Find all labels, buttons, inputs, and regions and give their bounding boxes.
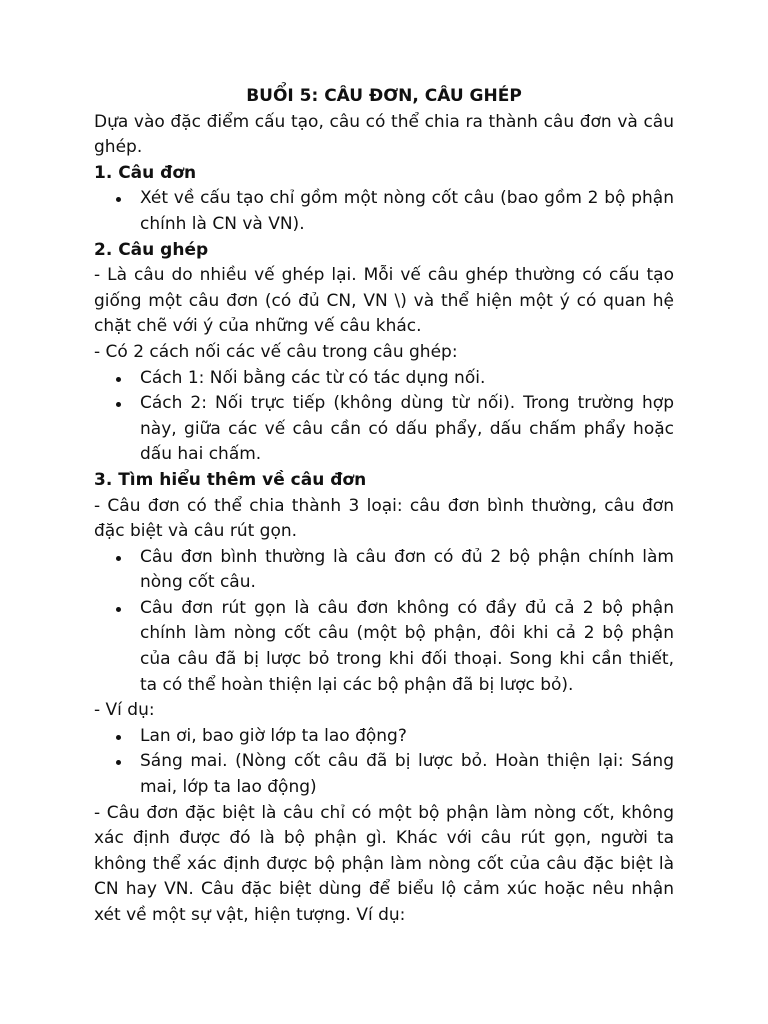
section-1-heading: 1. Câu đơn [94, 162, 197, 183]
list-item: Sáng mai. (Nòng cốt câu đã bị lược bỏ. Hoàn thiện lại: Sáng mai, lớp ta lao động) [140, 749, 674, 800]
list-item: Lan ơi, bao giờ lớp ta lao động? [140, 724, 674, 750]
section-3-heading: 3. Tìm hiểu thêm về câu đơn [94, 469, 367, 490]
list-item: Câu đơn rút gọn là câu đơn không có đầy đủ cả 2 bộ phận chính làm nòng cốt câu (một bộ phận, đôi khi cả 2 bộ phận của câu đã bị lược bỏ trong khi đối thoại. Song khi cần thiết, ta có thể hoàn thiện lại các bộ phận đã bị lược bỏ). [140, 596, 674, 698]
example-label: - Ví dụ: [94, 700, 155, 721]
example-list [94, 724, 674, 801]
section-2-list [94, 366, 674, 468]
section-3-paragraph-2: - Câu đơn đặc biệt là câu chỉ có một bộ phận làm nòng cốt, không xác định được đó là bộ phận gì. Khác với câu rút gọn, người ta không thể xác định được bộ phận làm nòng cốt của câu đặc biệt là CN hay VN. Câu đặc biệt dùng để biểu lộ cảm xúc hoặc nêu nhận xét về một sự vật, hiện tượng. Ví dụ: [94, 802, 674, 925]
list-item: Cách 1: Nối bằng các từ có tác dụng nối. [140, 366, 674, 392]
list-item: Câu đơn bình thường là câu đơn có đủ 2 bộ phận chính làm nòng cốt câu. [140, 545, 674, 596]
list-item: Xét về cấu tạo chỉ gồm một nòng cốt câu (bao gồm 2 bộ phận chính là CN và VN). [140, 186, 674, 237]
section-2-heading: 2. Câu ghép [94, 239, 209, 260]
section-1-list [94, 186, 674, 237]
document-page [94, 84, 674, 929]
section-2-paragraph-1: - Là câu do nhiều vế ghép lại. Mỗi vế câu ghép thường có cấu tạo giống một câu đơn (có đủ CN, VN \) và thể hiện một ý có quan hệ chặt chẽ với ý của những vế câu khác. [94, 265, 674, 337]
section-3-paragraph-1: - Câu đơn có thể chia thành 3 loại: câu đơn bình thường, câu đơn đặc biệt và câu rút gọn. [94, 495, 674, 542]
section-2-paragraph-2: - Có 2 cách nối các vế câu trong câu ghép: [94, 341, 458, 362]
document-title: BUỔI 5: CÂU ĐƠN, CÂU GHÉP [246, 86, 522, 106]
intro-paragraph: Dựa vào đặc điểm cấu tạo, câu có thể chia ra thành câu đơn và câu ghép. [94, 111, 674, 158]
section-3-list [94, 545, 674, 699]
list-item: Cách 2: Nối trực tiếp (không dùng từ nối). Trong trường hợp này, giữa các vế câu cần có dấu phẩy, dấu chấm phẩy hoặc dấu hai chấm. [140, 391, 674, 468]
